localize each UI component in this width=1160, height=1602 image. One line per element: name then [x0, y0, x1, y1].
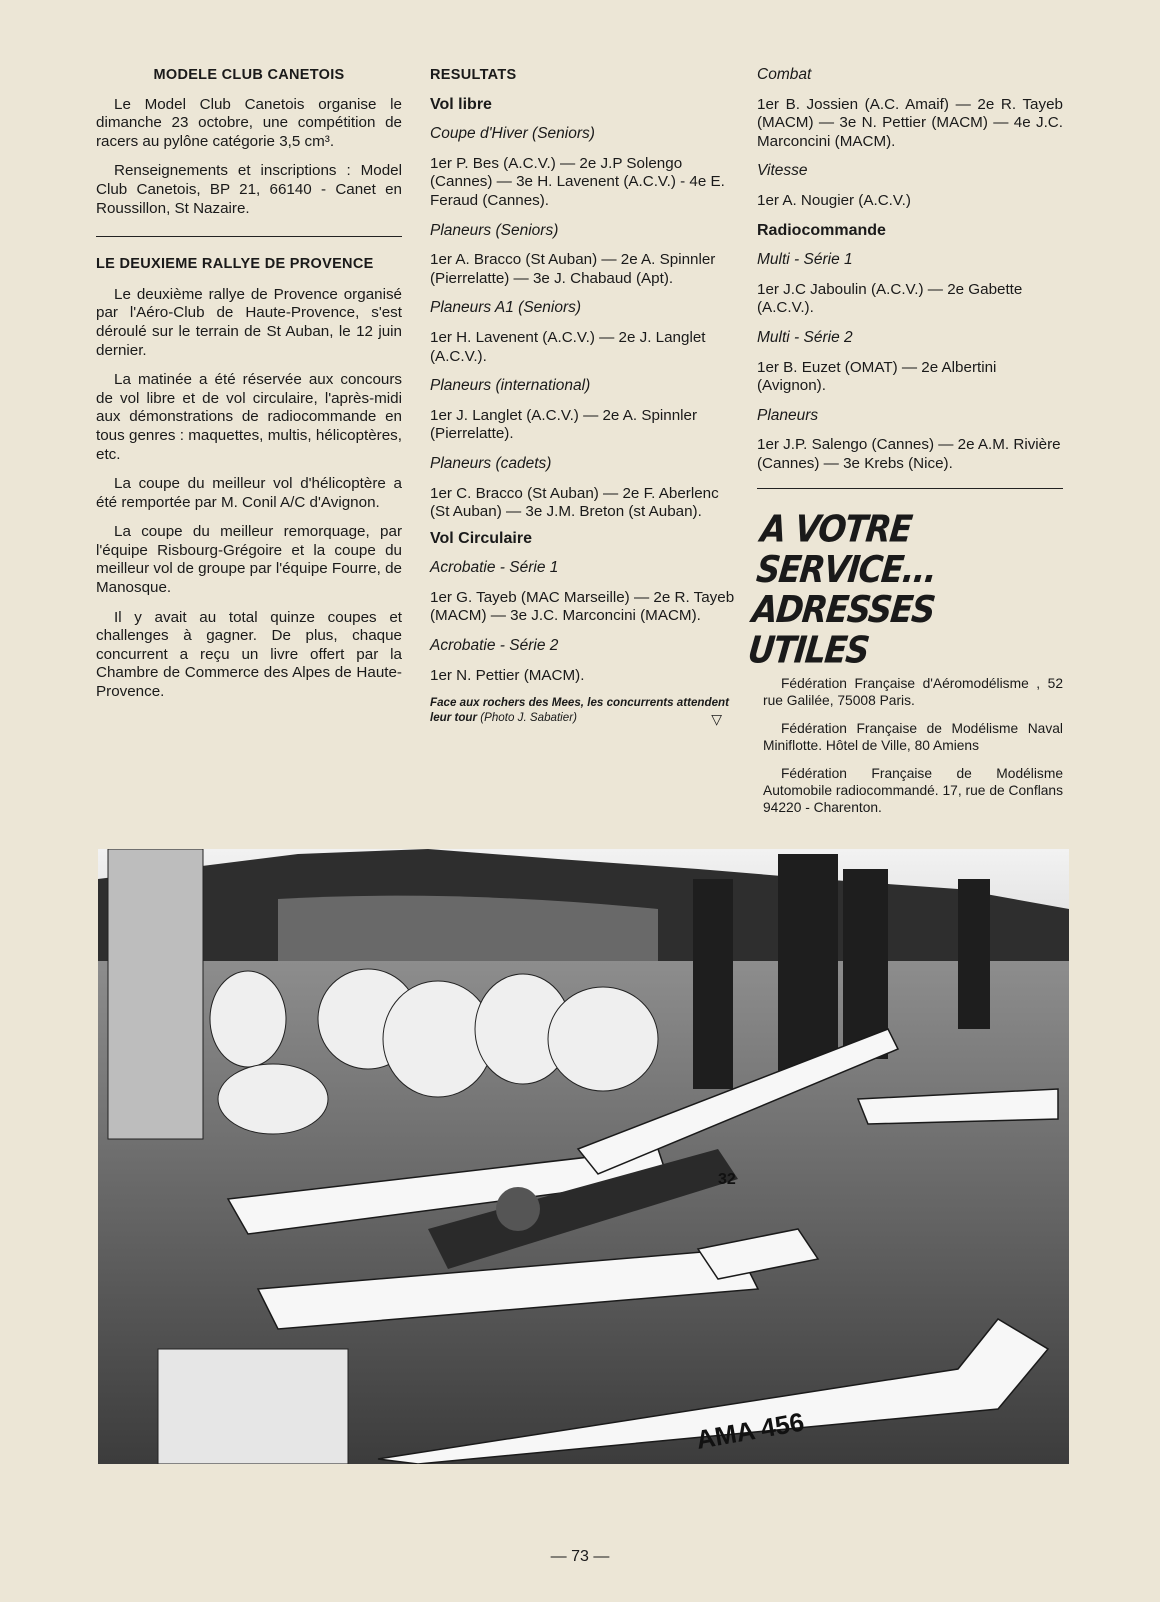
- event-photo: [98, 849, 1069, 1464]
- result: 1er A. Bracco (St Auban) — 2e A. Spinnler (Pierrelatte) — 3e J. Chabaud (Apt).: [430, 251, 716, 287]
- category: Acrobatie - Série 2: [430, 637, 559, 655]
- page-number: — 73 —: [550, 1548, 610, 1565]
- paragraph: La coupe du meilleur remorquage, par l'équipe Risbourg-Grégoire et la coupe du meilleur vol de groupe par l'équipe Fourre, de Manosque.: [96, 523, 402, 597]
- subhead-vol-libre: Vol libre: [430, 95, 492, 113]
- photo-caption: [430, 695, 736, 728]
- photo-illustration: [98, 849, 1069, 1464]
- service-title-line-1: A VOTRE SERVICE...: [754, 506, 938, 591]
- category: Planeurs (cadets): [430, 454, 552, 472]
- category: Planeurs: [757, 406, 819, 424]
- category: Planeurs (international): [430, 377, 591, 395]
- paragraph: Le deuxième rallye de Provence organisé par l'Aéro-Club de Haute-Provence, s'est déroulé sur le terrain de St Auban, le 12 juin dernier.: [96, 285, 402, 359]
- plane-marking-ama: AMA 456: [693, 1406, 807, 1455]
- address: Fédération Française de Modélisme Automobile radiocommandé. 17, rue de Conflans 94220 - Charenton.: [763, 765, 1063, 815]
- result: 1er B. Jossien (A.C. Amaif) — 2e R. Tayeb (MACM) — 3e N. Pettier (MACM) — 4e J.C. Marconcini (MACM).: [757, 95, 1063, 150]
- service-title-line-2: ADRESSES UTILES: [745, 586, 937, 671]
- result: 1er B. Euzet (OMAT) — 2e Albertini (Avignon).: [757, 358, 997, 395]
- result: 1er J.P. Salengo (Cannes) — 2e A.M. Rivière (Cannes) — 3e Krebs (Nice).: [757, 436, 1061, 472]
- paragraph: Il y avait au total quinze coupes et challenges à gagner. De plus, chaque concurrent a reçu un livre offert par la Chambre de Commerce des Alpes de Haute-Provence.: [96, 608, 402, 701]
- column-middle: [430, 66, 736, 727]
- caption-text: Face aux rochers des Mees, les concurrents attendent leur tour: [430, 696, 729, 725]
- category: Planeurs (Seniors): [430, 221, 559, 239]
- caption-credit: (Photo J. Sabatier): [480, 711, 577, 725]
- column-right: [745, 66, 1063, 827]
- triangle-down-icon: ▽: [711, 711, 722, 728]
- subhead-vol-circulaire: Vol Circulaire: [430, 529, 532, 547]
- address: Fédération Française de Modélisme Naval Miniflotte. Hôtel de Ville, 80 Amiens: [763, 720, 1063, 753]
- divider: [96, 236, 402, 237]
- result: 1er N. Pettier (MACM).: [430, 666, 585, 684]
- category: Planeurs A1 (Seniors): [430, 299, 582, 317]
- section-title-rallye: LE DEUXIEME RALLYE DE PROVENCE: [96, 256, 374, 273]
- category: Multi - Série 1: [757, 251, 853, 269]
- result: 1er H. Lavenent (A.C.V.) — 2e J. Langlet (A.C.V.).: [430, 328, 706, 365]
- service-title: [745, 506, 1063, 671]
- column-left: [96, 66, 402, 713]
- section-title-modele-club: MODELE CLUB CANETOIS: [153, 67, 345, 83]
- result: 1er G. Tayeb (MAC Marseille) — 2e R. Tayeb (MACM) — 3e J.C. Marconcini (MACM).: [430, 588, 735, 625]
- address: Fédération Française d'Aéromodélisme , 52 rue Galilée, 75008 Paris.: [763, 675, 1063, 708]
- result: 1er J.C Jaboulin (A.C.V.) — 2e Gabette (A.C.V.).: [757, 280, 1023, 317]
- subhead-radiocommande: Radiocommande: [757, 221, 886, 239]
- result: 1er J. Langlet (A.C.V.) — 2e A. Spinnler (Pierrelatte).: [430, 406, 698, 443]
- divider: [757, 488, 1063, 489]
- category: Coupe d'Hiver (Seniors): [430, 125, 595, 143]
- category: Combat: [757, 66, 812, 83]
- cliffs: [278, 896, 658, 964]
- paragraph: Renseignements et inscriptions : Model Club Canetois, BP 21, 66140 - Canet en Roussillon, St Nazaire.: [96, 162, 402, 217]
- category: Acrobatie - Série 1: [430, 559, 559, 577]
- result: 1er P. Bes (A.C.V.) — 2e J.P Solengo (Cannes) — 3e H. Lavenent (A.C.V.) - 4e E. Feraud (Cannes).: [430, 154, 725, 209]
- bag: [158, 1349, 348, 1464]
- category: Multi - Série 2: [757, 328, 853, 346]
- category: Vitesse: [757, 162, 808, 180]
- result: 1er C. Bracco (St Auban) — 2e F. Aberlenc (St Auban) — 3e J.M. Breton (st Auban).: [430, 484, 719, 521]
- plane-marking-32: 32: [718, 1171, 736, 1188]
- paragraph: La matinée a été réservée aux concours de vol libre et de vol circulaire, l'après-midi aux démonstrations de radiocommande en tous genres : maquettes, multis, hélicoptères, etc.: [96, 371, 402, 463]
- paragraph: Le Model Club Canetois organise le dimanche 23 octobre, une compétition de racers au pylône catégorie 3,5 cm³.: [96, 95, 402, 150]
- paragraph: La coupe du meilleur vol d'hélicoptère a été remportée par M. Conil A/C d'Avignon.: [96, 475, 402, 511]
- results-title: RESULTATS: [430, 67, 517, 83]
- result: 1er A. Nougier (A.C.V.): [757, 191, 911, 209]
